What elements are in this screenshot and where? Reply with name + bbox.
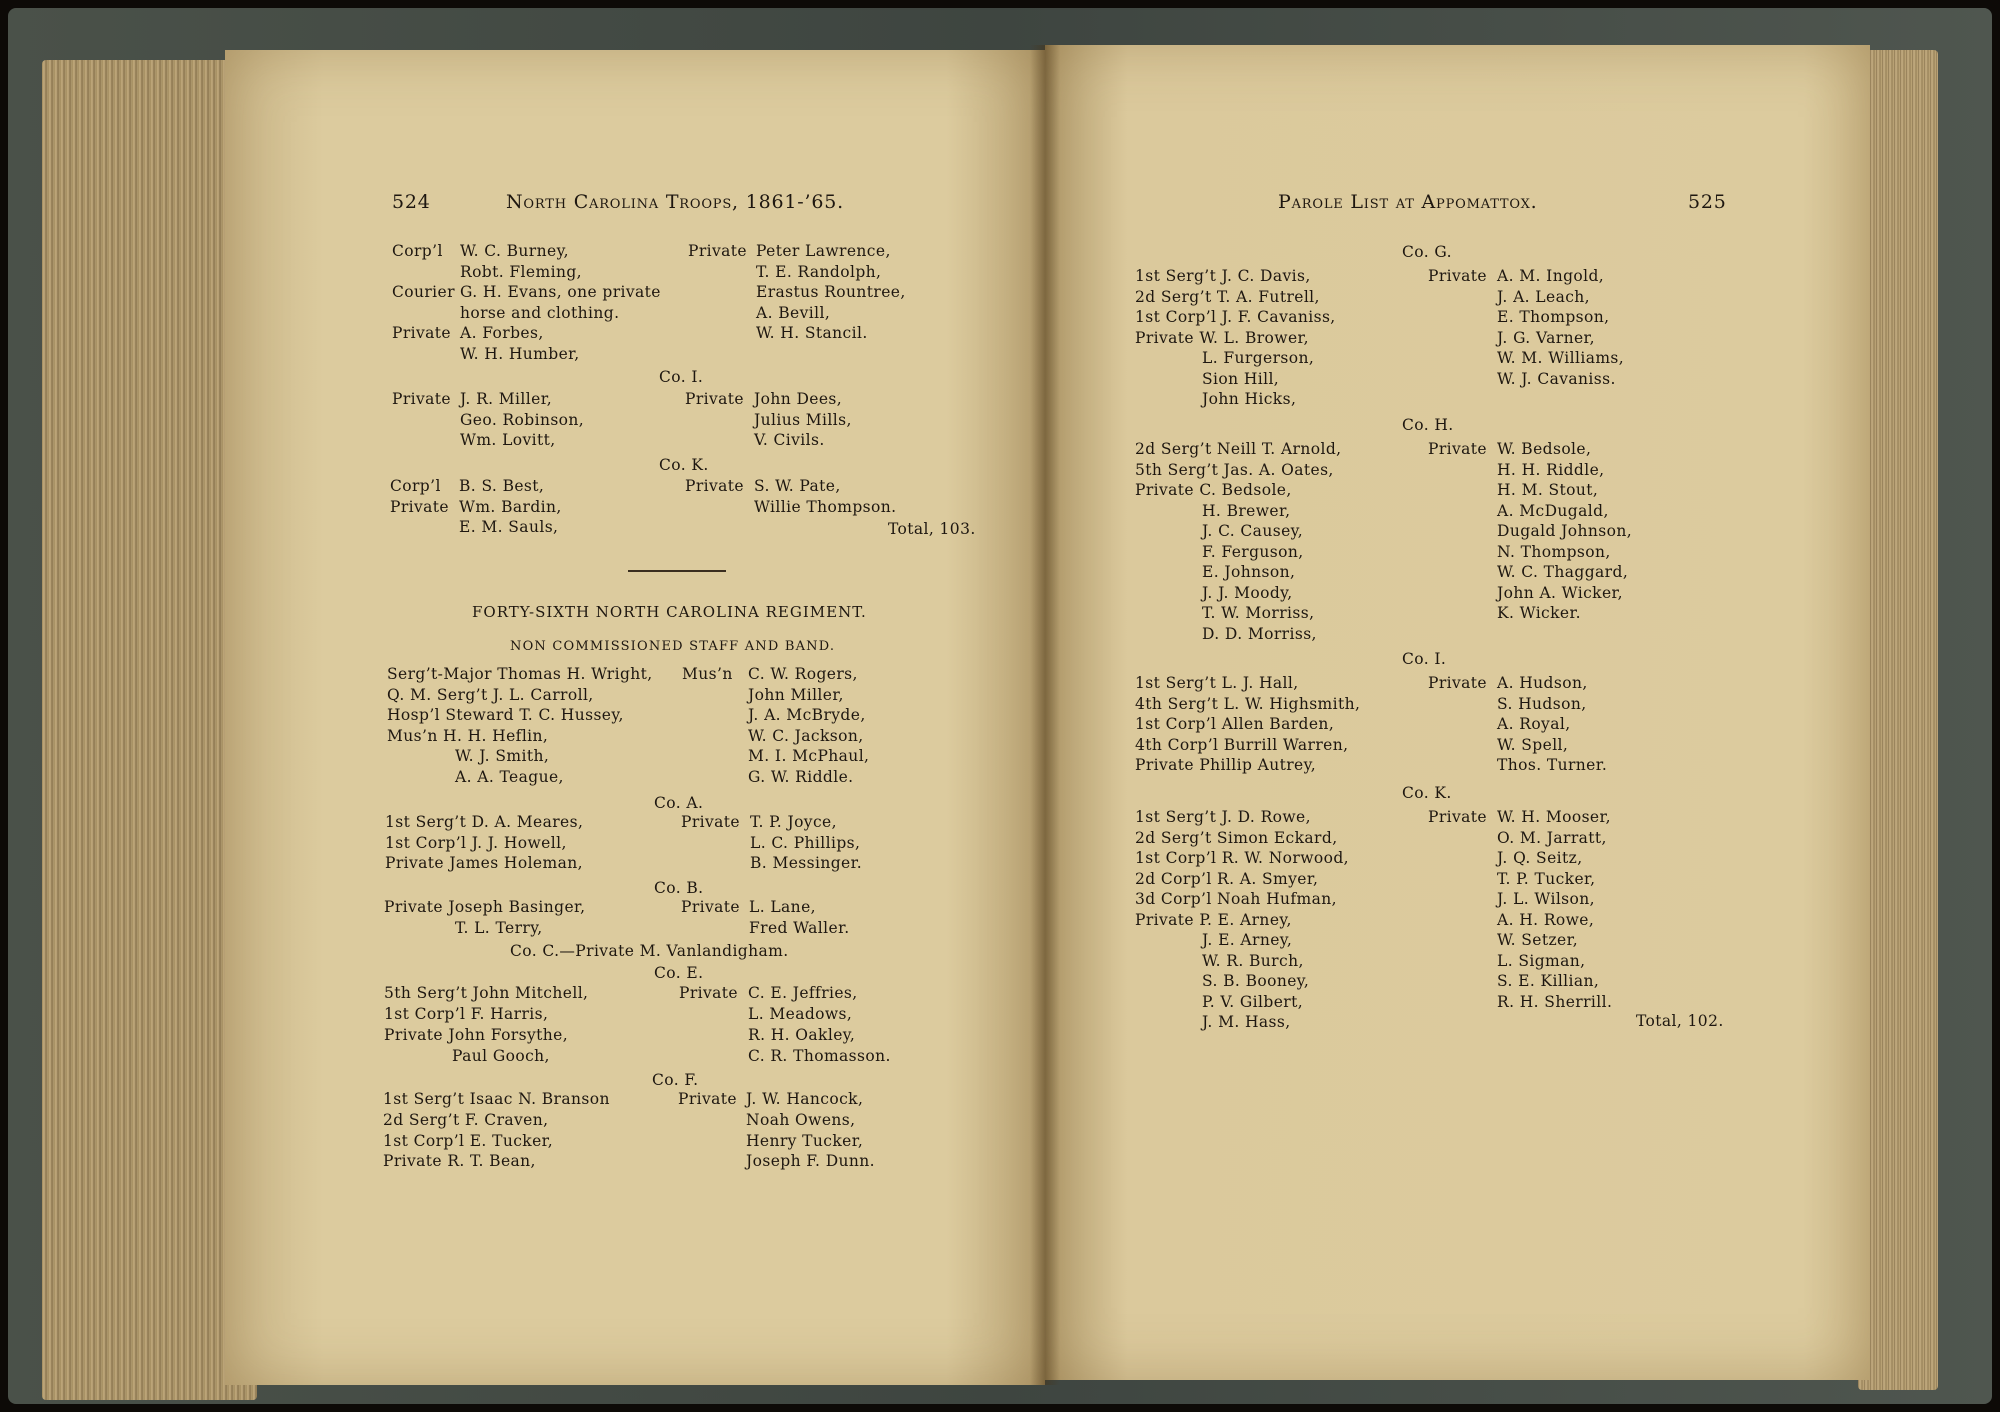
left-page	[225, 50, 1045, 1385]
roster-entry: F. Ferguson,	[1202, 542, 1304, 561]
roster-entry: John Hicks,	[1202, 390, 1297, 408]
left-co-e-label: Co. E.	[654, 964, 704, 982]
roster-name: Fred Waller.	[749, 919, 850, 937]
right-page-edges	[1858, 50, 1938, 1390]
roster-name: S. Hudson,	[1497, 694, 1587, 713]
roster-rank: Private	[681, 813, 740, 831]
roster-name: A. McDugald,	[1497, 501, 1609, 520]
roster-entry: Private John Forsythe,	[384, 1026, 569, 1044]
roster-name: A. M. Ingold,	[1497, 267, 1605, 285]
roster-name: J. Q. Seitz,	[1497, 849, 1583, 867]
roster-entry: 5th Serg’t Jas. A. Oates,	[1135, 460, 1334, 479]
roster-rank: Private	[1428, 440, 1487, 458]
roster-name: E. M. Sauls,	[459, 518, 559, 537]
regiment-title: FORTY-SIXTH NORTH CAROLINA REGIMENT.	[472, 603, 867, 621]
roster-name: W. H. Mooser,	[1497, 808, 1611, 826]
roster-entry: D. D. Morriss,	[1202, 624, 1317, 643]
roster-name: R. H. Sherrill.	[1497, 992, 1613, 1011]
roster-entry: J. J. Moody,	[1202, 583, 1293, 602]
staff-title: NON COMMISSIONED STAFF AND BAND.	[510, 639, 836, 654]
roster-rank: Private	[1428, 267, 1487, 285]
roster-entry: S. B. Booney,	[1202, 972, 1310, 990]
roster-name: John Miller,	[748, 685, 844, 704]
roster-entry: H. Brewer,	[1202, 501, 1291, 520]
roster-name: A. H. Rowe,	[1497, 910, 1595, 929]
roster-name: S. W. Pate,	[754, 477, 841, 495]
roster-name: W. M. Williams,	[1497, 349, 1625, 367]
roster-rank: Corp’l	[392, 242, 443, 260]
left-co-k-label: Co. K.	[659, 456, 709, 474]
roster-entry: Private James Holeman,	[385, 854, 583, 872]
roster-rank: Private	[392, 324, 451, 343]
roster-entry: Private Phillip Autrey,	[1135, 756, 1317, 774]
roster-entry: J. C. Causey,	[1202, 522, 1304, 540]
roster-name: S. E. Killian,	[1497, 972, 1600, 990]
roster-name: Noah Owens,	[746, 1110, 856, 1129]
roster-name: A. Hudson,	[1497, 674, 1588, 692]
roster-name: A. Forbes,	[460, 324, 544, 343]
roster-name: G. H. Evans, one private	[460, 283, 661, 302]
roster-entry: Hosp’l Steward T. C. Hussey,	[387, 706, 624, 724]
roster-entry: Private R. T. Bean,	[383, 1152, 536, 1171]
roster-name: Willie Thompson.	[754, 497, 897, 516]
roster-entry: 5th Serg’t John Mitchell,	[384, 984, 589, 1002]
roster-entry: 2d Serg’t T. A. Futrell,	[1135, 287, 1320, 306]
roster-name: T. E. Randolph,	[756, 262, 882, 281]
roster-entry: 2d Serg’t Simon Eckard,	[1135, 828, 1338, 847]
roster-entry: 1st Serg’t L. J. Hall,	[1135, 674, 1299, 692]
roster-entry: T. W. Morriss,	[1202, 604, 1315, 622]
book-gutter	[1030, 45, 1060, 1385]
right-co-h-label: Co. H.	[1402, 416, 1454, 434]
roster-rank: Private	[681, 898, 740, 916]
roster-name: W. C. Thaggard,	[1497, 563, 1629, 581]
roster-name: Peter Lawrence,	[756, 242, 891, 260]
right-running-head: Parole List at Appomattox.	[1278, 191, 1538, 213]
roster-name: M. I. McPhaul,	[748, 747, 870, 765]
roster-name: W. Bedsole,	[1497, 440, 1592, 458]
left-co-a-label: Co. A.	[654, 794, 704, 812]
roster-name: A. Royal,	[1497, 715, 1571, 733]
roster-name: J. W. Hancock,	[746, 1090, 864, 1108]
left-page-number: 524	[392, 191, 431, 213]
roster-name: V. Civils.	[754, 431, 825, 450]
roster-entry: Private W. L. Brower,	[1135, 328, 1309, 347]
roster-name: Wm. Bardin,	[459, 497, 562, 516]
roster-name: Wm. Lovitt,	[460, 431, 556, 450]
roster-rank: Private	[679, 984, 738, 1002]
roster-name: J. A. McBryde,	[748, 706, 866, 724]
roster-entry: 4th Corp’l Burrill Warren,	[1135, 735, 1349, 754]
right-co-i-label: Co. I.	[1402, 650, 1447, 668]
roster-entry: 1st Corp’l F. Harris,	[384, 1005, 549, 1023]
roster-rank: Private	[685, 477, 744, 495]
roster-rank: Private	[390, 497, 449, 516]
roster-entry: J. E. Arney,	[1202, 931, 1293, 949]
roster-name: A. Bevill,	[756, 303, 831, 322]
roster-name: L. Meadows,	[748, 1005, 853, 1023]
roster-name: K. Wicker.	[1497, 604, 1581, 622]
roster-name: W. Spell,	[1497, 735, 1569, 754]
roster-name: J. G. Varner,	[1497, 328, 1595, 347]
roster-name: W. C. Burney,	[460, 242, 569, 260]
left-total: Total, 103.	[888, 520, 976, 538]
roster-entry: Private C. Bedsole,	[1135, 481, 1292, 499]
roster-name: Geo. Robinson,	[460, 410, 585, 429]
roster-name: L. C. Phillips,	[750, 833, 861, 852]
right-co-k-label: Co. K.	[1402, 784, 1452, 802]
roster-name: N. Thompson,	[1497, 542, 1611, 561]
roster-rank: Private	[685, 390, 744, 408]
roster-name: Robt. Fleming,	[460, 262, 582, 281]
roster-name: T. P. Tucker,	[1497, 869, 1596, 888]
roster-entry: 2d Corp’l R. A. Smyer,	[1135, 869, 1319, 888]
roster-entry: Paul Gooch,	[452, 1047, 550, 1065]
roster-rank: Mus’n	[682, 665, 733, 683]
roster-entry: E. Johnson,	[1202, 563, 1296, 581]
roster-entry: Private P. E. Arney,	[1135, 910, 1292, 929]
roster-entry: J. M. Hass,	[1202, 1013, 1291, 1031]
roster-name: W. H. Humber,	[460, 345, 580, 363]
roster-entry: T. L. Terry,	[455, 919, 543, 937]
roster-entry: Private Joseph Basinger,	[384, 898, 586, 916]
roster-name: W. Setzer,	[1497, 931, 1579, 949]
roster-entry: Serg’t-Major Thomas H. Wright,	[387, 665, 653, 683]
left-co-b-label: Co. B.	[654, 879, 704, 897]
roster-entry: L. Furgerson,	[1202, 349, 1315, 367]
roster-entry: 1st Serg’t J. C. Davis,	[1135, 267, 1311, 285]
roster-name: horse and clothing.	[460, 303, 620, 322]
roster-entry: 1st Corp’l E. Tucker,	[383, 1131, 554, 1150]
roster-name: C. R. Thomasson.	[748, 1047, 891, 1065]
roster-rank: Private	[392, 390, 451, 408]
roster-name: Henry Tucker,	[746, 1131, 864, 1150]
roster-rank: Private	[678, 1090, 737, 1108]
roster-name: O. M. Jarratt,	[1497, 828, 1607, 847]
roster-name: L. Sigman,	[1497, 951, 1586, 970]
roster-entry: 1st Serg’t D. A. Meares,	[385, 813, 584, 831]
roster-name: B. S. Best,	[459, 477, 545, 495]
roster-name: J. A. Leach,	[1497, 287, 1591, 306]
roster-entry: 2d Serg’t F. Craven,	[383, 1110, 549, 1129]
roster-name: L. Lane,	[749, 898, 816, 916]
left-co-c-line: Co. C.—Private M. Vanlandigham.	[510, 942, 789, 960]
roster-name: H. H. Riddle,	[1497, 460, 1605, 479]
roster-name: G. W. Riddle.	[748, 767, 854, 786]
roster-name: J. L. Wilson,	[1497, 890, 1595, 908]
roster-name: John A. Wicker,	[1497, 583, 1623, 602]
roster-rank: Courier	[392, 283, 455, 302]
roster-rank: Private	[1428, 674, 1487, 692]
roster-entry: 1st Corp’l Allen Barden,	[1135, 715, 1335, 733]
roster-entry: 2d Serg’t Neill T. Arnold,	[1135, 440, 1342, 458]
roster-entry: 1st Corp’l J. J. Howell,	[385, 833, 567, 852]
roster-name: Thos. Turner.	[1497, 756, 1608, 774]
roster-name: W. C. Jackson,	[748, 726, 864, 745]
roster-name: W. H. Stancil.	[756, 324, 868, 343]
roster-name: Julius Mills,	[754, 410, 852, 429]
roster-entry: 3d Corp’l Noah Hufman,	[1135, 890, 1337, 908]
left-co-i-label: Co. I.	[659, 368, 704, 386]
roster-name: C. E. Jeffries,	[748, 984, 858, 1002]
roster-entry: A. A. Teague,	[455, 767, 564, 786]
roster-name: E. Thompson,	[1497, 308, 1610, 326]
roster-entry: Mus’n H. H. Heflin,	[387, 726, 549, 745]
roster-entry: 4th Serg’t L. W. Highsmith,	[1135, 694, 1361, 713]
roster-name: C. W. Rogers,	[748, 665, 858, 683]
roster-entry: 1st Corp’l R. W. Norwood,	[1135, 849, 1349, 867]
roster-entry: 1st Corp’l J. F. Cavaniss,	[1135, 308, 1336, 326]
roster-entry: Q. M. Serg’t J. L. Carroll,	[387, 685, 594, 704]
roster-rank: Private	[688, 242, 747, 260]
roster-name: B. Messinger.	[750, 854, 863, 872]
roster-entry: W. R. Burch,	[1202, 951, 1304, 970]
roster-entry: P. V. Gilbert,	[1202, 992, 1304, 1011]
left-co-f-label: Co. F.	[652, 1071, 699, 1089]
roster-rank: Private	[1428, 808, 1487, 826]
roster-entry: W. J. Smith,	[455, 747, 550, 765]
roster-rank: Corp’l	[390, 477, 441, 495]
roster-entry: 1st Serg’t Isaac N. Branson	[383, 1090, 610, 1108]
roster-name: Joseph F. Dunn.	[746, 1152, 876, 1171]
roster-entry: Sion Hill,	[1202, 369, 1280, 388]
roster-name: T. P. Joyce,	[750, 813, 837, 831]
roster-name: R. H. Oakley,	[748, 1026, 856, 1044]
right-page	[1045, 45, 1870, 1380]
roster-name: John Dees,	[754, 390, 843, 408]
roster-name: W. J. Cavaniss.	[1497, 369, 1616, 388]
right-co-g-label: Co. G.	[1402, 243, 1452, 261]
roster-name: Dugald Johnson,	[1497, 522, 1633, 540]
roster-name: H. M. Stout,	[1497, 481, 1599, 499]
roster-name: J. R. Miller,	[460, 390, 553, 408]
left-running-head: North Carolina Troops, 1861-’65.	[506, 191, 844, 213]
section-divider	[628, 570, 726, 572]
roster-entry: 1st Serg’t J. D. Rowe,	[1135, 808, 1311, 826]
right-total: Total, 102.	[1636, 1012, 1724, 1030]
right-page-number: 525	[1688, 191, 1727, 213]
roster-name: Erastus Rountree,	[756, 283, 906, 302]
